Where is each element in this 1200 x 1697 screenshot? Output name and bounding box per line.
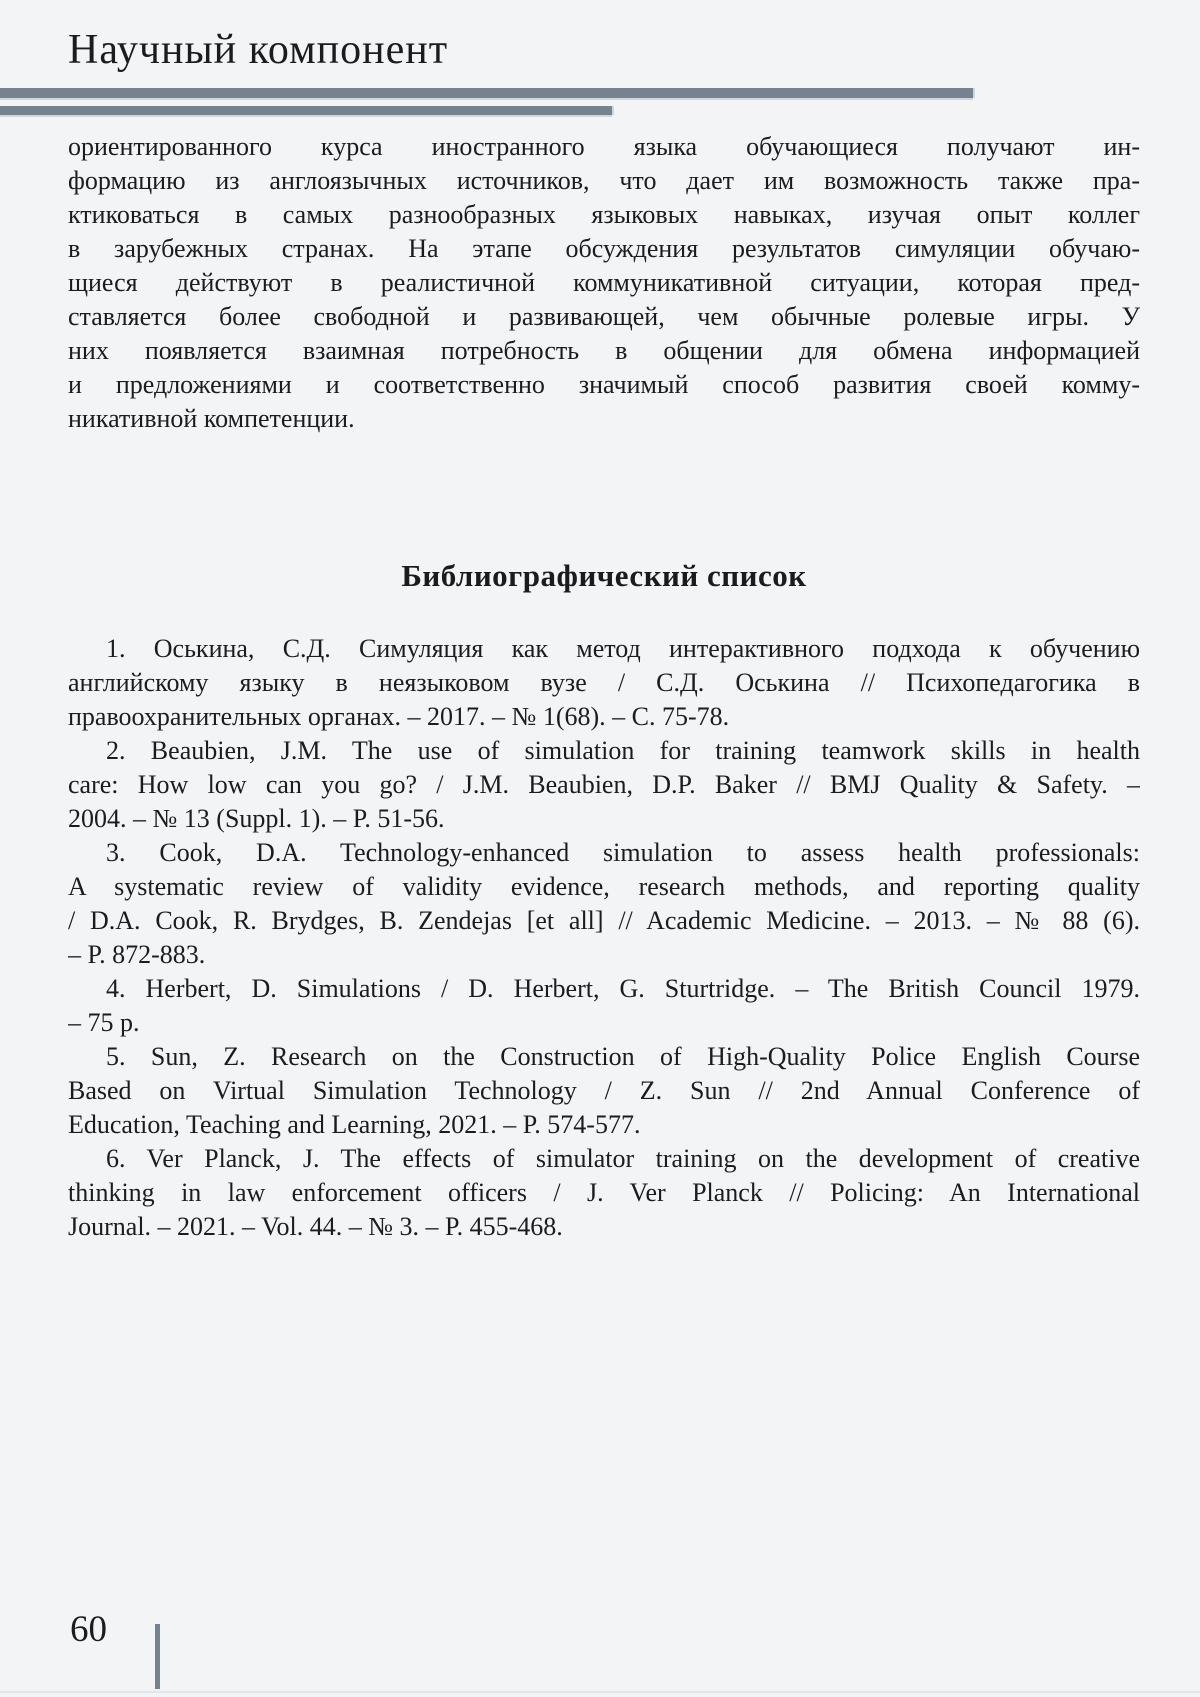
reference-line: Education, Teaching and Learning, 2021. – P. 574-577. — [68, 1110, 641, 1139]
reference-line: 1. Оськина, С.Д. Симуляция как метод интерактивного подхода к обучению — [106, 634, 1140, 663]
paragraph-line: и предложениями и соответственно значимый способ развития своей комму- — [68, 370, 1140, 399]
body-paragraph — [68, 130, 1140, 436]
reference-line: английскому языку в неязыковом вузе / С.Д. Оськина // Психопедагогика в — [68, 668, 1140, 697]
reference-line: A systematic review of validity evidence, research methods, and reporting quality — [68, 872, 1140, 901]
reference-line: / D.A. Cook, R. Brydges, B. Zendejas [et all] // Academic Medicine. – 2013. – № 88 (6). — [68, 906, 1140, 935]
reference-line: Journal. – 2021. – Vol. 44. – № 3. – P. 455-468. — [68, 1212, 563, 1241]
paragraph-line: в зарубежных странах. На этапе обсуждения результатов симуляции обучаю- — [68, 234, 1140, 263]
reference-list — [68, 632, 1140, 1244]
footer-rule — [155, 1624, 160, 1689]
reference-line: – 75 p. — [68, 1008, 140, 1037]
header-rule-thick — [0, 88, 973, 98]
reference-line: care: How low can you go? / J.M. Beaubien, D.P. Baker // BMJ Quality & Safety. – — [68, 770, 1140, 799]
reference-line: 2. Beaubien, J.M. The use of simulation for training teamwork skills in health — [106, 736, 1140, 765]
paragraph-line: ориентированного курса иностранного языка обучающиеся получают ин- — [68, 132, 1140, 161]
section-title: Научный компонент — [68, 27, 449, 73]
reference-line: 4. Herbert, D. Simulations / D. Herbert, G. Sturtridge. – The British Council 1979. — [106, 974, 1140, 1003]
reference-line: 2004. – № 13 (Suppl. 1). – P. 51-56. — [68, 804, 445, 833]
paragraph-line: них появляется взаимная потребность в общении для обмена информацией — [68, 336, 1140, 365]
page-number: 60 — [70, 1609, 107, 1650]
page-bottom-divider — [0, 1691, 1200, 1693]
reference-line: 6. Ver Planck, J. The effects of simulator training on the development of creative — [106, 1144, 1140, 1173]
reference-line: Based on Virtual Simulation Technology / Z. Sun // 2nd Annual Conference of — [68, 1076, 1140, 1105]
paragraph-line: формацию из англоязычных источников, что дает им возможность также пра- — [68, 166, 1140, 195]
bibliography-heading: Библиографический список — [401, 558, 807, 593]
paragraph-line: ктиковаться в самых разнообразных языковых навыках, изучая опыт коллег — [68, 200, 1140, 229]
paragraph-line: никативной компетенции. — [68, 404, 355, 433]
paragraph-line: ставляется более свободной и развивающей, чем обычные ролевые игры. У — [68, 302, 1140, 331]
reference-line: правоохранительных органах. – 2017. – № 1(68). – С. 75-78. — [68, 702, 730, 731]
paragraph-line: щиеся действуют в реалистичной коммуникативной ситуации, которая пред- — [68, 268, 1140, 297]
reference-line: 5. Sun, Z. Research on the Construction of High-Quality Police English Course — [106, 1042, 1140, 1071]
header-rule-thin — [0, 106, 612, 115]
reference-line: thinking in law enforcement officers / J. Ver Planck // Policing: An International — [68, 1178, 1140, 1207]
reference-line: – P. 872-883. — [68, 940, 206, 969]
reference-line: 3. Cook, D.A. Technology-enhanced simulation to assess health professionals: — [106, 838, 1140, 867]
